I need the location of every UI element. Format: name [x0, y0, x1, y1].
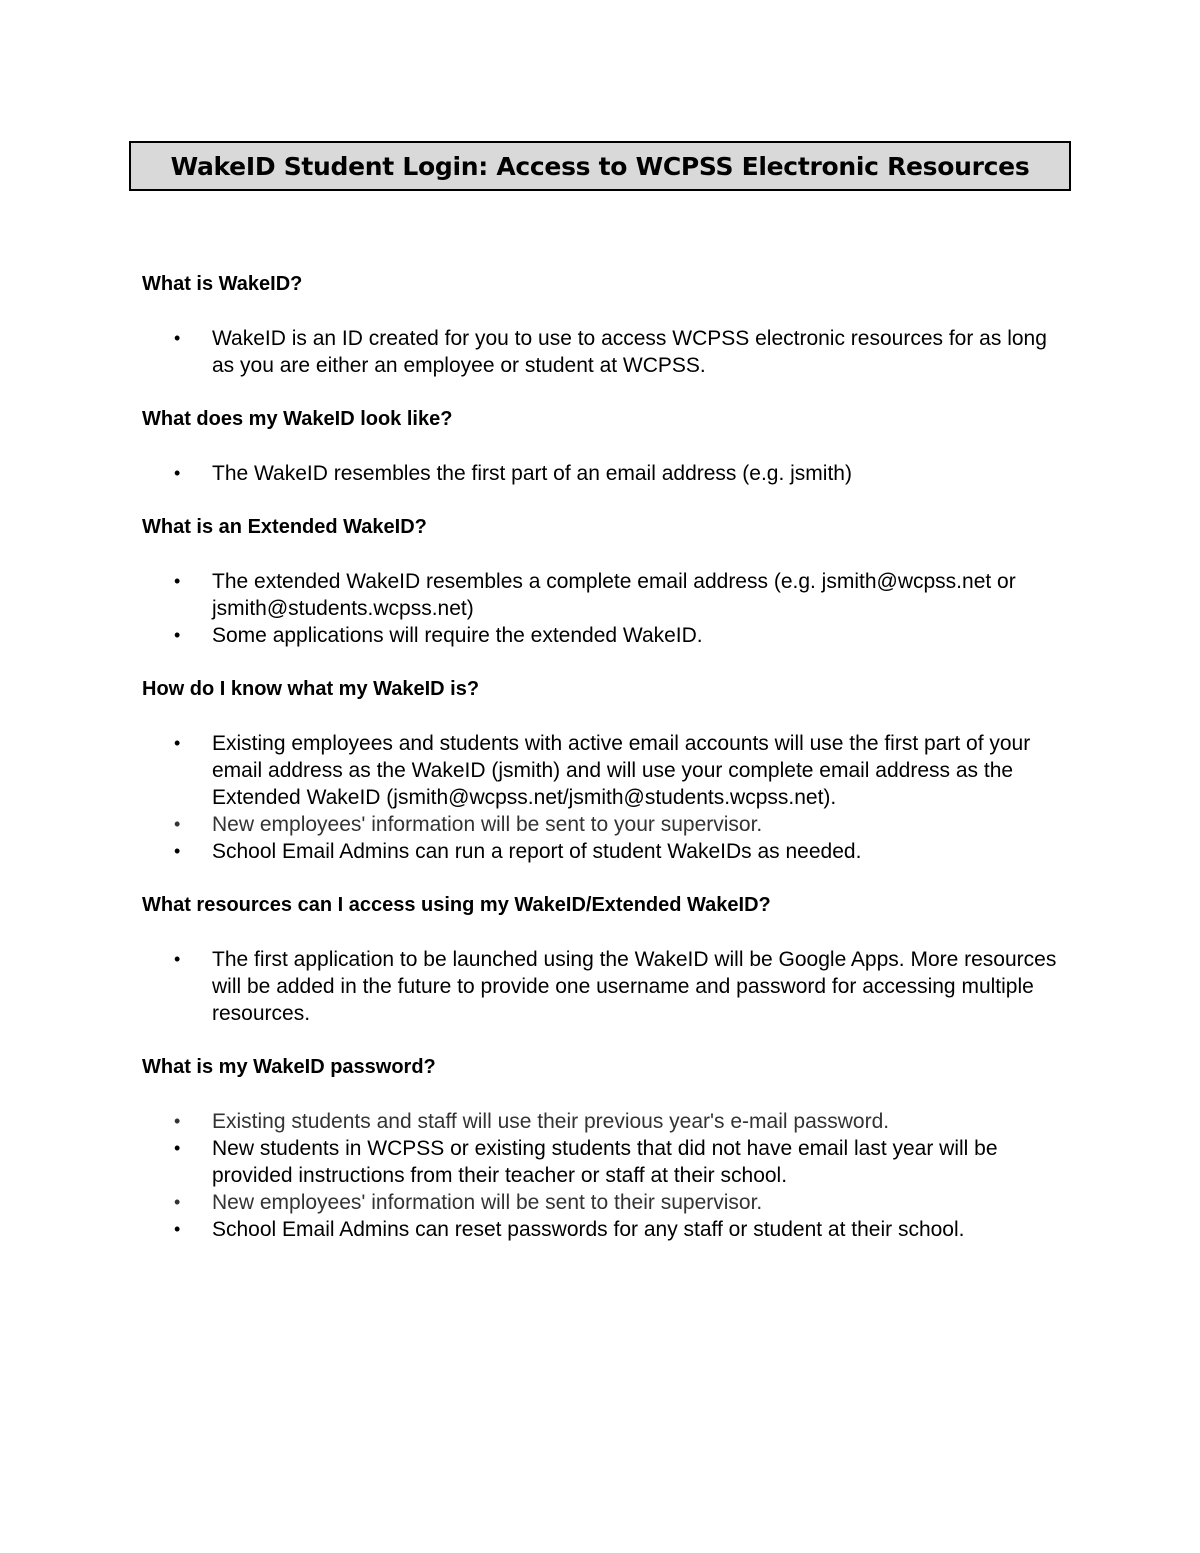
bullet-item: • WakeID is an ID created for you to use to access WCPSS electronic resources for as long as you are either an employee or student at WCPSS. [142, 325, 1072, 379]
title-banner [129, 141, 1071, 191]
section-question-password: What is my WakeID password? [142, 1056, 436, 1078]
bullet-item: • School Email Admins can reset passwords for any staff or student at their school. [142, 1216, 1072, 1243]
section-question-extended-wakeid: What is an Extended WakeID? [142, 516, 427, 538]
faq-content [142, 271, 1072, 1270]
bullet-item: • Existing students and staff will use their previous year's e-mail password. [142, 1108, 1072, 1135]
bullet-item: • New employees' information will be sent to your supervisor. [142, 811, 1072, 838]
section-question-wakeid-look: What does my WakeID look like? [142, 408, 453, 430]
bullet-item: • The extended WakeID resembles a complete email address (e.g. jsmith@wcpss.net or jsmith@students.wcpss.net) [142, 568, 1072, 622]
bullet-item: • Existing employees and students with active email accounts will use the first part of your email address as the WakeID (jsmith) and will use your complete email address as the Extended WakeID (jsmith@wcpss.net/jsmith@students.wcpss.net). [142, 730, 1072, 811]
section-bullets-what-is-wakeid [142, 325, 1072, 379]
bullet-item: • The first application to be launched using the WakeID will be Google Apps. More resources will be added in the future to provide one username and password for accessing multiple resources. [142, 946, 1072, 1027]
bullet-item: • Some applications will require the extended WakeID. [142, 622, 1072, 649]
section-bullets-resources [142, 946, 1072, 1027]
bullet-item: • New employees' information will be sent to their supervisor. [142, 1189, 1072, 1216]
bullet-item: • The WakeID resembles the first part of an email address (e.g. jsmith) [142, 460, 1072, 487]
section-question-what-is-wakeid: What is WakeID? [142, 273, 303, 295]
section-question-resources: What resources can I access using my WakeID/Extended WakeID? [142, 894, 771, 916]
bullet-item: • New students in WCPSS or existing students that did not have email last year will be provided instructions from their teacher or staff at their school. [142, 1135, 1072, 1189]
section-bullets-password [142, 1108, 1072, 1243]
section-bullets-wakeid-look [142, 460, 1072, 487]
section-question-know-wakeid: How do I know what my WakeID is? [142, 678, 480, 700]
bullet-item: • School Email Admins can run a report of student WakeIDs as needed. [142, 838, 1072, 865]
section-bullets-know-wakeid [142, 730, 1072, 865]
section-bullets-extended-wakeid [142, 568, 1072, 649]
page-title: WakeID Student Login: Access to WCPSS Electronic Resources [170, 151, 1030, 181]
